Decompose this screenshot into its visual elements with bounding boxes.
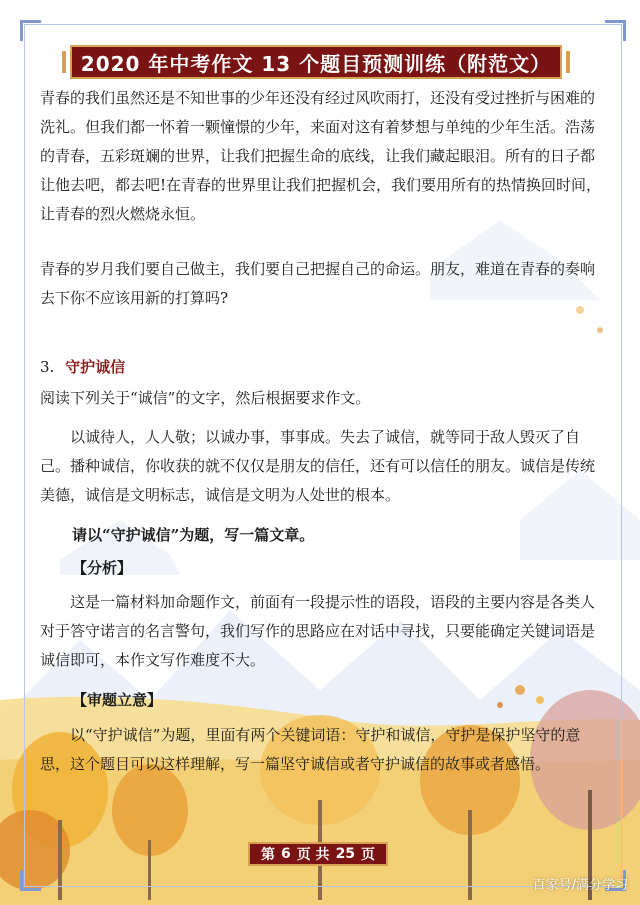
page-mid: 页 共 <box>296 847 330 863</box>
page-total: 25 <box>335 846 356 862</box>
paragraph-1: 青春的我们虽然还是不知世事的少年还没有经过风吹雨打，还没有受过挫折与困难的洗礼。但我们都一怀着一颗憧憬的少年，来面对这有着梦想与单纯的少年生活。浩荡的青春，五彩斑斓的世界，让我们把握生命的底线，让我们藏起眼泪。所有的日子都让他去吧，都去吧!在青春的世界里让我们把握机会，我们要用所有的热情换回时间，让青春的烈火燃烧永恒。 <box>40 89 602 223</box>
section-number: 3. <box>40 358 55 376</box>
review-text: 以“守护诚信”为题，里面有两个关键词语：守护和诚信，守护是保护坚守的意思，这个题目可以这样理解，写一篇坚守诚信或者守护诚信的故事或者感悟。 <box>40 726 581 773</box>
analysis-text: 这是一篇材料加命题作文，前面有一段提示性的语段，语段的主要内容是各类人对于答守诺言的名言警句，我们写作的思路应在对话中寻找，只要能确定关键词语是诚信即可，本作文写作难度不大。 <box>40 593 596 669</box>
page-number <box>248 842 388 866</box>
watermark: 百家号/满分学习 <box>532 878 628 893</box>
paragraph-2: 青春的岁月我们要自己做主，我们要自己把握自己的命运。朋友，难道在青春的奏响去下你不应该用新的打算吗? <box>40 260 596 307</box>
review-label: 【审题立意】 <box>72 691 163 709</box>
section-task: 请以“守护诚信”为题，写一篇文章。 <box>72 526 315 544</box>
page-prefix: 第 <box>260 847 275 863</box>
document-title: 2020 年中考作文 13 个题目预测训练（附范文） <box>70 45 562 79</box>
section-quote: 以诚待人，人人敬；以诚办事，事事成。失去了诚信，就等同于敌人毁灭了自己。播种诚信，你收获的就不仅仅是朋友的信任，还有可以信任的朋友。诚信是传统美德，诚信是文明标志，诚信是文明为人处世的根本。 <box>40 428 596 504</box>
page-suffix: 页 <box>361 847 376 863</box>
analysis-label: 【分析】 <box>72 559 133 577</box>
section-heading <box>40 355 125 379</box>
section-title: 守护诚信 <box>65 358 126 376</box>
section-instruction: 阅读下列关于“诚信”的文字，然后根据要求作文。 <box>40 389 371 407</box>
page-current: 6 <box>280 846 291 862</box>
